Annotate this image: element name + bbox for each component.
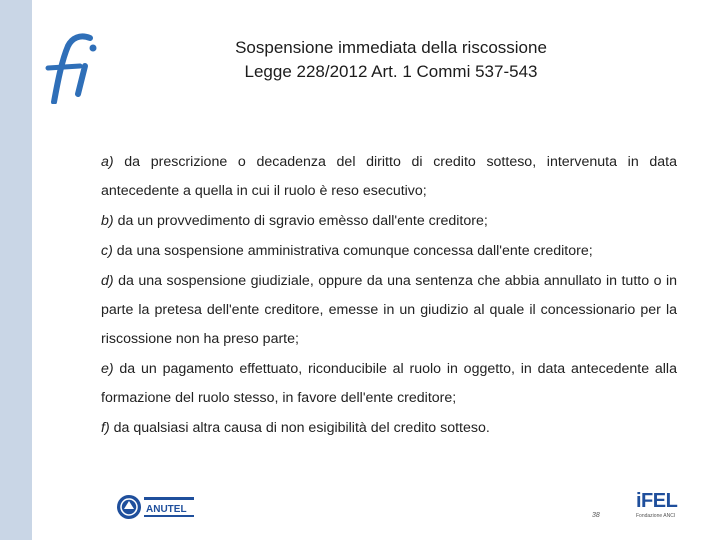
list-item-b — [101, 207, 677, 236]
page-title — [160, 36, 622, 84]
title-line-2: Legge 228/2012 Art. 1 Commi 537-543 — [244, 62, 538, 81]
body-list — [101, 148, 677, 444]
item-text: da prescrizione o decadenza del diritto di credito sotteso, intervenuta in data antecedente a quella in cui il ruolo è reso esecutivo; — [101, 154, 677, 199]
item-text: da una sospensione giudiziale, oppure da una sentenza che abbia annullato in tutto o in parte la pretesa dell'ente creditore, emesse in un giudizio al quale il concessionario per la riscossione non ha preso parte; — [101, 273, 677, 347]
list-item-a — [101, 148, 677, 206]
anutel-logo — [116, 493, 196, 521]
item-text: da un pagamento effettuato, riconducibile al ruolo in oggetto, in data antecedente alla formazione del ruolo stesso, in favore dell'ente creditore; — [101, 361, 677, 406]
list-item-e — [101, 355, 677, 413]
list-item-d — [101, 267, 677, 354]
item-label: f) — [101, 420, 110, 436]
item-text: da una sospensione amministrativa comunque concessa dall'ente creditore; — [116, 243, 593, 259]
list-item-f — [101, 414, 677, 443]
item-text: da qualsiasi altra causa di non esigibilità del credito sotteso. — [113, 420, 490, 436]
page-number: 38 — [592, 512, 600, 519]
title-line-1: Sospensione immediata della riscossione — [235, 38, 547, 57]
item-label: d) — [101, 273, 114, 289]
ifel-logo: iFEL — [636, 490, 678, 512]
ifel-subtitle: Fondazione ANCI — [636, 513, 676, 519]
list-item-c — [101, 237, 677, 266]
item-label: e) — [101, 361, 114, 377]
fi-logo — [40, 30, 104, 104]
item-label: a) — [101, 154, 114, 170]
side-band — [0, 0, 32, 540]
item-label: b) — [101, 213, 114, 229]
svg-text:ANUTEL: ANUTEL — [146, 504, 187, 515]
item-text: da un provvedimento di sgravio emèsso dall'ente creditore; — [117, 213, 488, 229]
item-label: c) — [101, 243, 113, 259]
